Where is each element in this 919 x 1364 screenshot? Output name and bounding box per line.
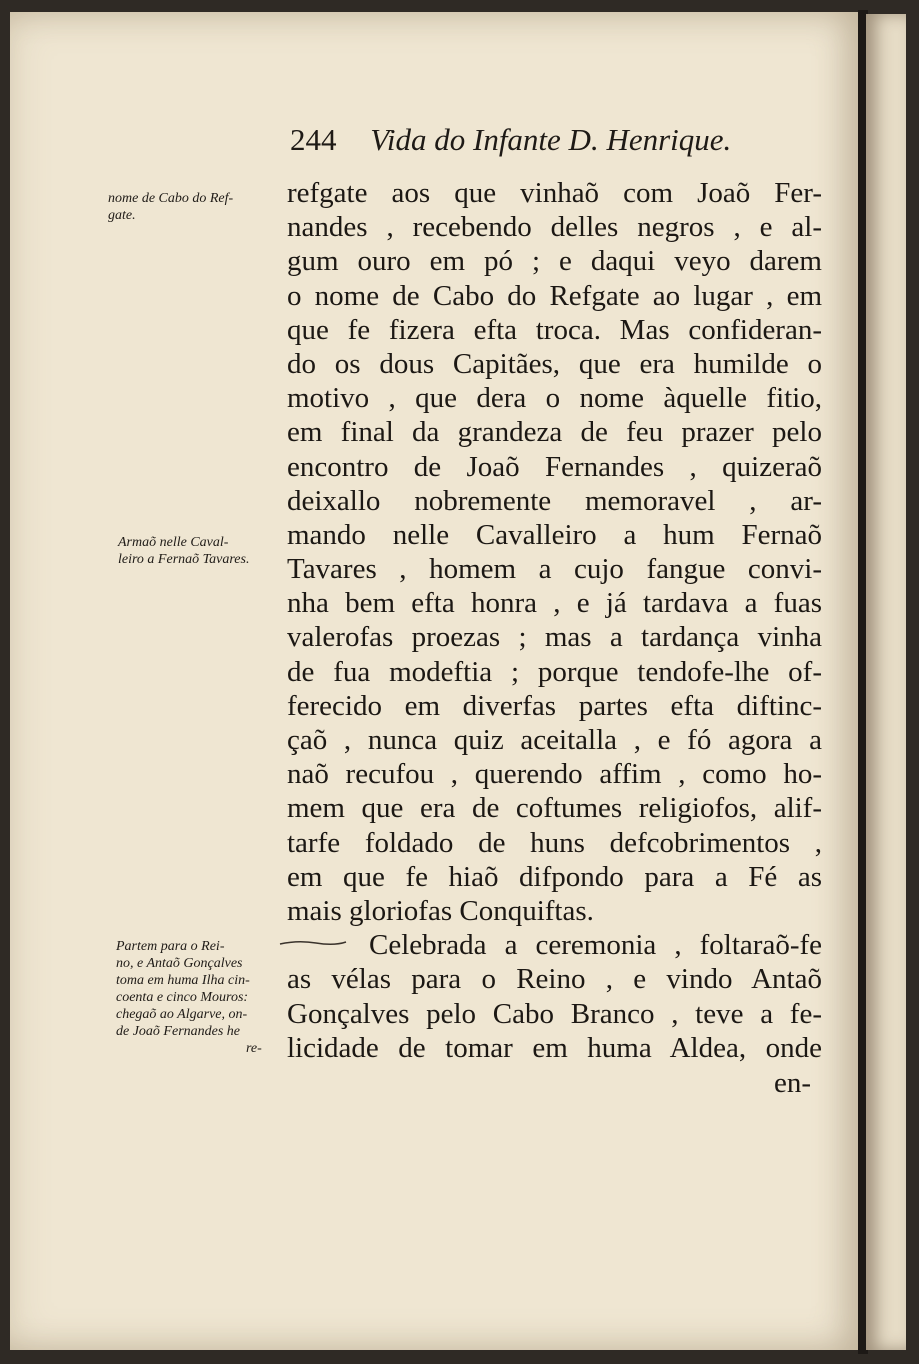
running-title: Vida do Infante D. Henrique. [370,122,732,157]
margin-note-line: chegaõ ao Algarve, on- [116,1007,248,1022]
text-line: Tavares , homem a cujo fangue convi- [287,553,822,586]
margin-note-line: re- [246,1041,262,1056]
margin-note-line: gate. [108,208,136,223]
text-line: valerofas proezas ; mas a tardança vinha [287,621,822,654]
text-line: çaõ , nunca quiz aceitalla , e fó agora a [287,724,822,756]
text-line: em final da grandeza de feu prazer pelo [287,416,822,449]
text-line: ferecido em diverfas partes efta diftinc- [287,689,822,722]
text-line: nha bem efta honra , e já tardava a fuas [287,587,822,620]
margin-note-line: Armaõ nelle Caval- [118,535,229,550]
page-number: 244 [290,122,337,157]
text-line: mando nelle Cavalleiro a hum Fernaõ [287,518,822,551]
text-line: motivo , que dera o nome àquelle fitio, [287,382,822,415]
text-line: Celebrada a ceremonia , foltaraõ-fe [369,929,822,962]
text-line: naõ recufou , querendo affim , como ho- [287,758,822,791]
margin-note-line: Partem para o Rei- [116,939,225,954]
text-line: tarfe foldado de huns defcobrimentos , [287,826,822,859]
margin-note-line: no, e Antaõ Gonçalves [116,956,243,971]
text-line: as vélas para o Reino , e vindo Antaõ [287,963,822,996]
text-line: gum ouro em pó ; e daqui veyo darem [287,245,822,278]
margin-note-line: coenta e cinco Mouros: [116,990,249,1005]
text-line: de fua modeftia ; porque tendofe-lhe of- [287,655,822,688]
margin-note-line: de Joaõ Fernandes he [116,1024,241,1039]
margin-note-line: toma em huma Ilha cin- [116,973,250,988]
running-header [290,122,731,172]
margin-note-cabo-do-resgate [108,190,233,224]
text-line: o nome de Cabo do Refgate ao lugar , em [287,279,822,312]
margin-note-line: nome de Cabo do Ref- [108,191,234,206]
margin-note-partem-para-o-reino [116,938,262,1057]
text-line: nandes , recebendo delles negros , e al- [287,211,822,244]
text-line: Gonçalves pelo Cabo Branco , teve a fe- [287,997,822,1030]
margin-note-line: leiro a Fernaõ Tavares. [118,552,250,567]
text-line: mem que era de coftumes religiofos, alif- [287,792,822,825]
text-line: do os dous Capitães, que era humilde o [287,347,822,380]
text-line: deixallo nobremente memoravel , ar- [287,484,822,517]
text-line: em que fe hiaõ difpondo para a Fé as [287,860,822,893]
text-line: que fe fizera efta troca. Mas confideran- [287,313,822,346]
text-line: mais gloriofas Conquiftas. [287,894,594,927]
adjacent-page-edge [866,14,906,1350]
body-text [287,176,822,1065]
text-line: encontro de Joaõ Fernandes , quizeraõ [287,450,822,483]
text-line: licidade de tomar em huma Aldea, onde [287,1031,822,1064]
margin-note-armao-cavalleiro [118,534,249,568]
text-line: refgate aos que vinhaõ com Joaõ Fer- [287,177,822,209]
catchword: en- [774,1067,812,1099]
